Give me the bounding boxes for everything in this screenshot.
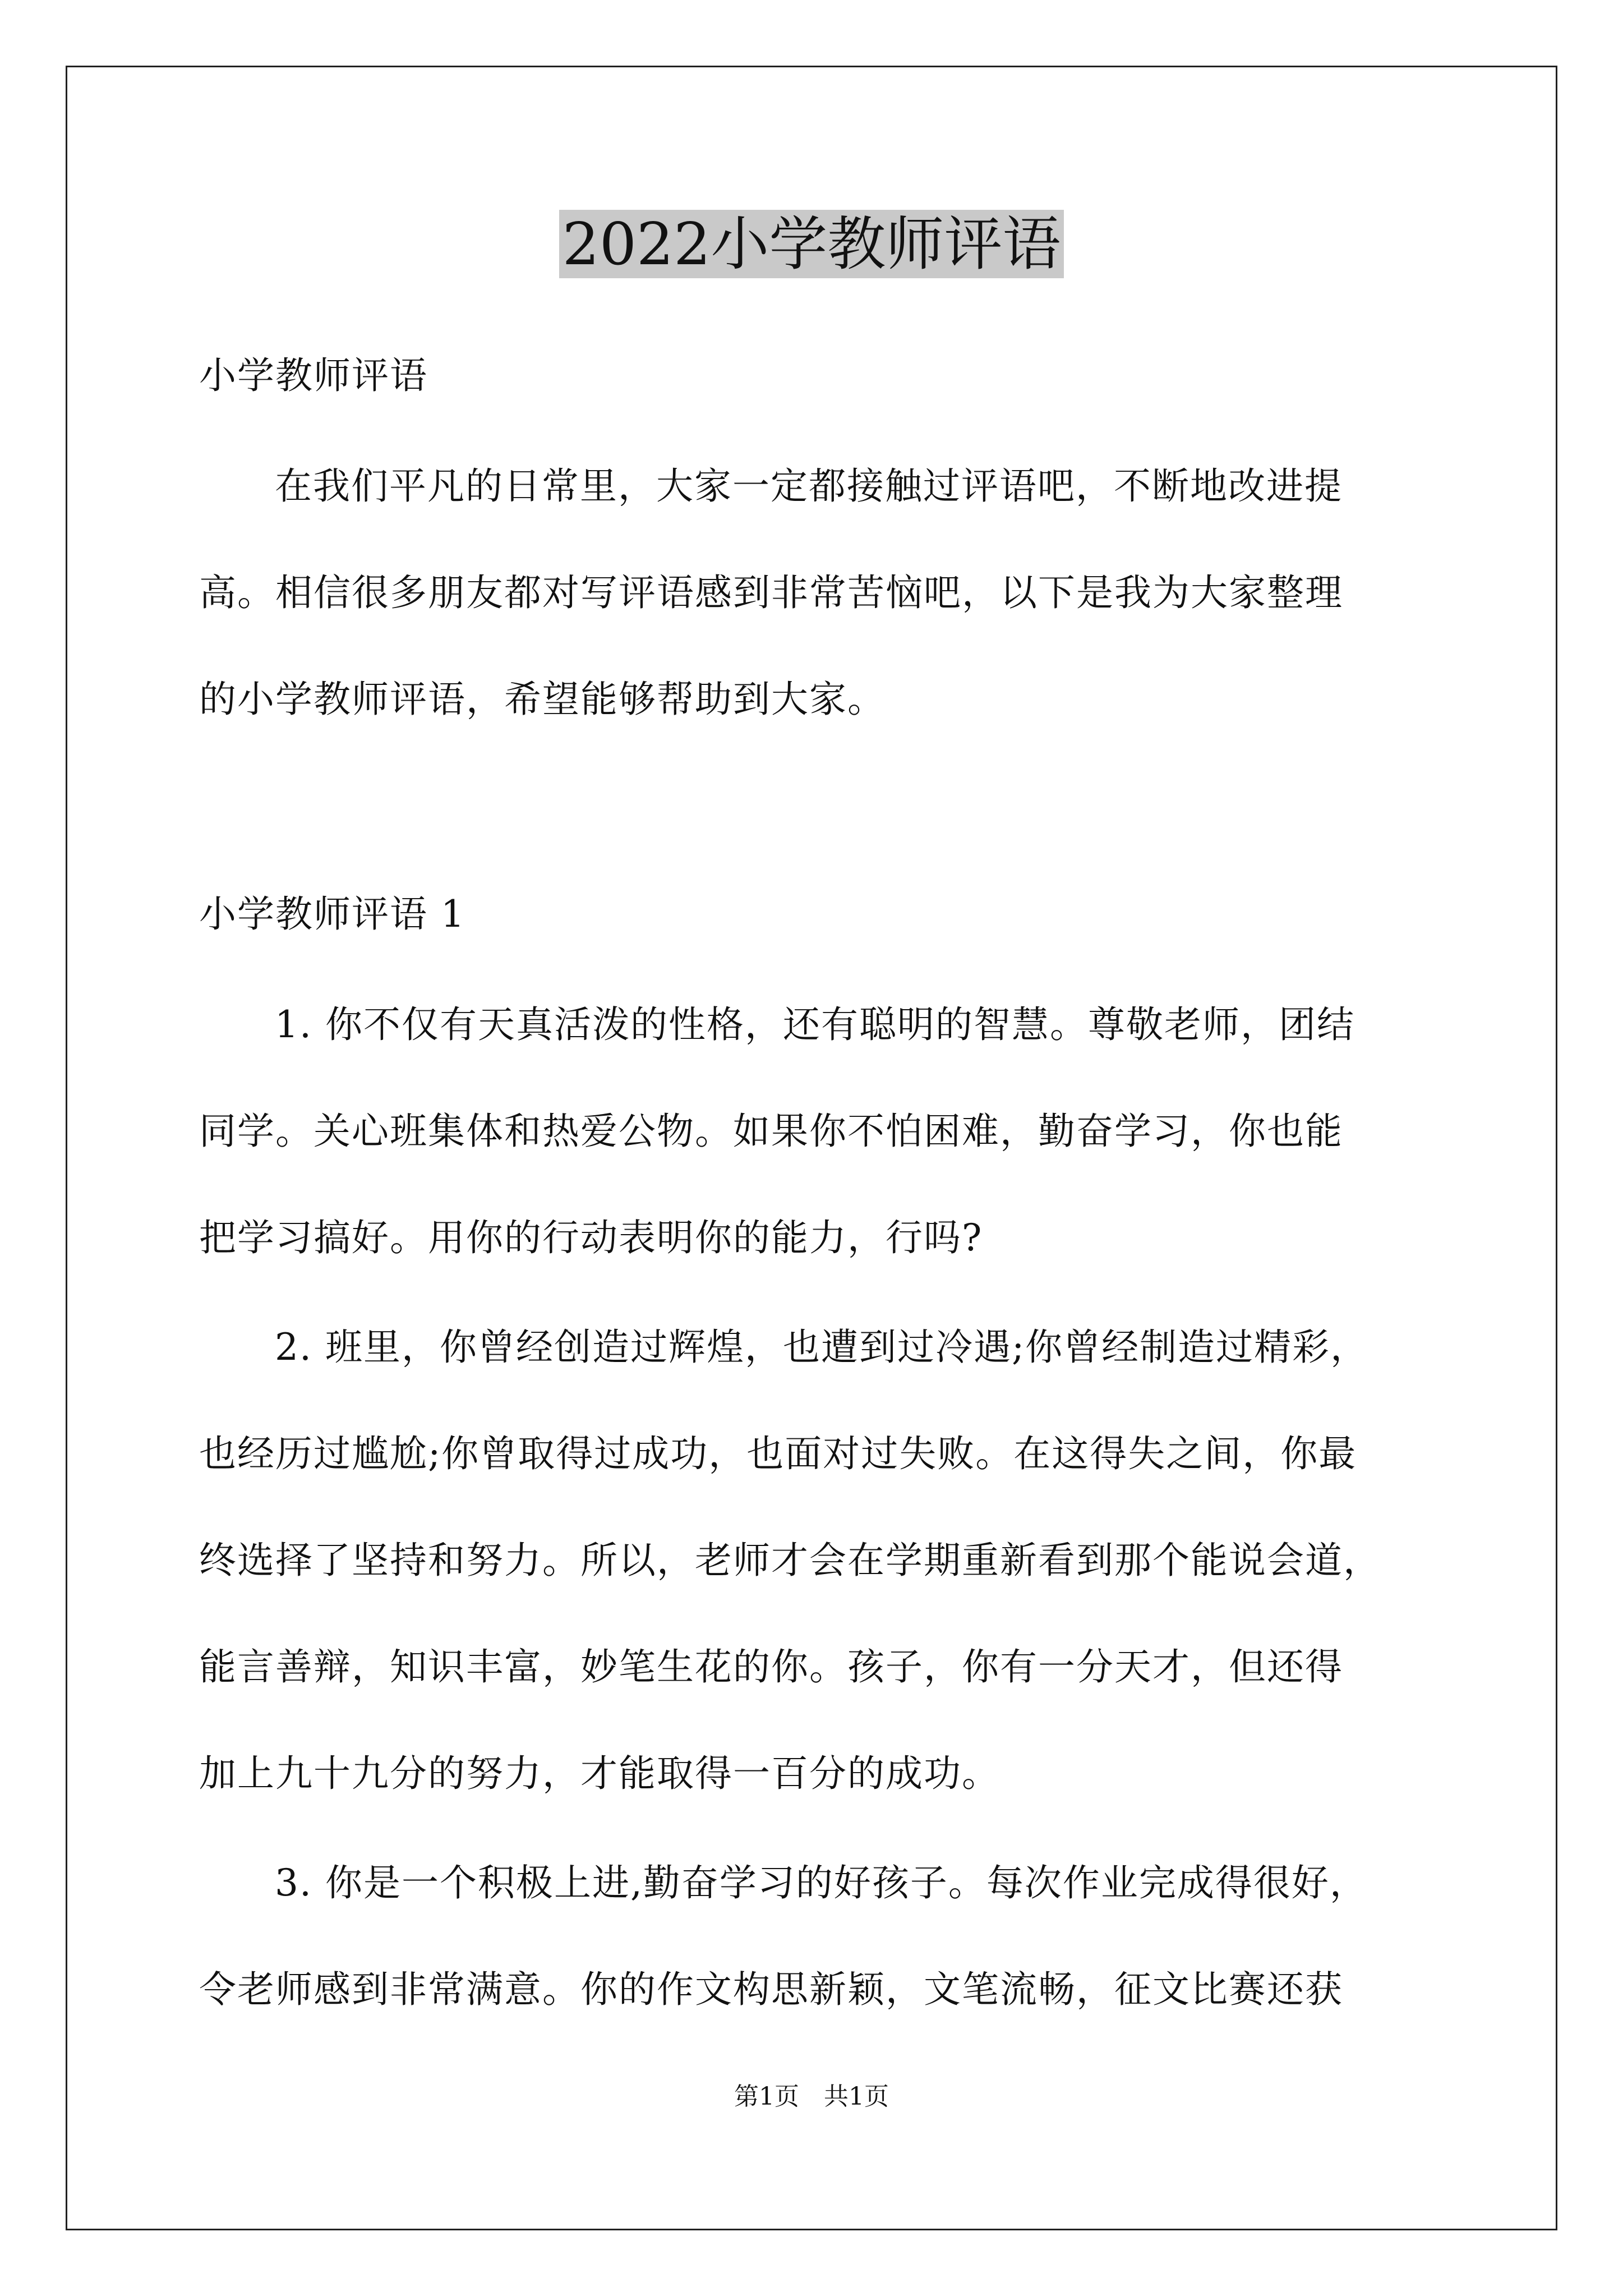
intro-paragraph-line: 的小学教师评语，希望能够帮助到大家。 <box>199 678 886 721</box>
item-2-line: 能言善辩，知识丰富，妙笔生花的你。孩子，你有一分天才，但还得 <box>199 1645 1343 1688</box>
document-title: 2022小学教师评语 <box>0 208 1623 280</box>
intro-paragraph-line: 在我们平凡的日常里，大家一定都接触过评语吧，不断地改进提 <box>275 464 1343 508</box>
item-3-line: 3. 你是一个积极上进,勤奋学习的好孩子。每次作业完成得很好， <box>275 1861 1368 1904</box>
item-1-line: 同学。关心班集体和热爱公物。如果你不怕困难，勤奋学习，你也能 <box>199 1110 1343 1153</box>
item-3-line: 令老师感到非常满意。你的作文构思新颖，文笔流畅，征文比赛还获 <box>199 1968 1343 2011</box>
item-2-line: 加上九十九分的努力，才能取得一百分的成功。 <box>199 1752 1000 1795</box>
item-1-line: 1. 你不仅有天真活泼的性格，还有聪明的智慧。尊敬老师，团结 <box>275 1003 1355 1046</box>
item-2-line: 2. 班里，你曾经创造过辉煌，也遭到过冷遇;你曾经制造过精彩， <box>275 1326 1369 1369</box>
intro-heading: 小学教师评语 <box>199 354 428 397</box>
section-heading: 小学教师评语 1 <box>199 892 465 936</box>
intro-paragraph-line: 高。相信很多朋友都对写评语感到非常苦恼吧，以下是我为大家整理 <box>199 571 1343 614</box>
item-2-line: 也经历过尴尬;你曾取得过成功，也面对过失败。在这得失之间，你最 <box>199 1432 1357 1475</box>
page-footer: 第1页 共1页 <box>734 2082 889 2111</box>
item-1-line: 把学习搞好。用你的行动表明你的能力，行吗? <box>199 1216 983 1259</box>
item-2-line: 终选择了坚持和努力。所以，老师才会在学期重新看到那个能说会道， <box>199 1539 1381 1582</box>
